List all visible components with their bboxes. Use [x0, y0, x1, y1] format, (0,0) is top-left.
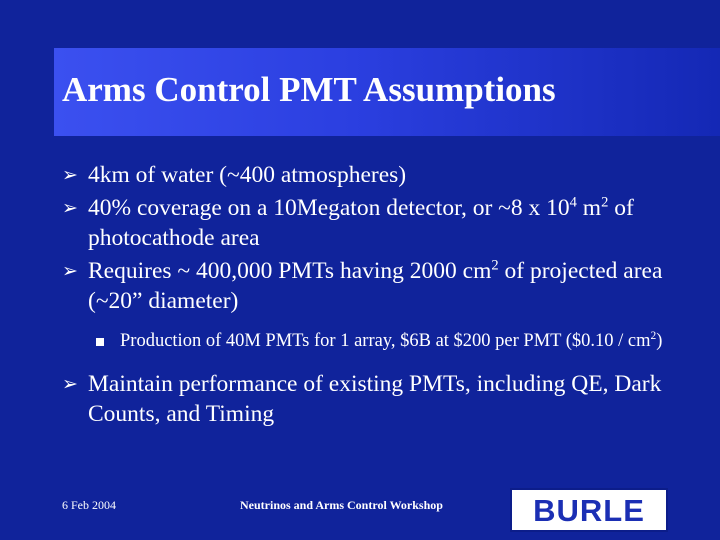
bullet-item [62, 369, 702, 429]
bullet-item [62, 256, 702, 316]
bullet-text: 40% coverage on a 10Megaton detector, or ~8 x 10 [88, 195, 570, 221]
burle-logo [510, 488, 668, 532]
slide-title: Arms Control PMT Assumptions [62, 70, 556, 109]
footer-title: Neutrinos and Arms Control Workshop [240, 498, 443, 512]
bullet-item [62, 193, 702, 253]
superscript: 2 [601, 194, 609, 211]
bullet-item [62, 160, 702, 190]
sub-bullet-item [62, 330, 702, 353]
arrow-bullet-icon: ➢ [62, 164, 78, 186]
bullet-text: of projected area (~20” diameter) [88, 258, 663, 314]
square-bullet-icon [96, 338, 104, 346]
arrow-bullet-icon: ➢ [62, 197, 78, 219]
bullet-text: m [576, 195, 602, 221]
arrow-bullet-icon: ➢ [62, 260, 78, 282]
arrow-bullet-icon: ➢ [62, 373, 78, 395]
bullet-text: of photocathode area [88, 195, 634, 251]
footer-date: 6 Feb 2004 [62, 498, 116, 512]
sub-bullet-text: Production of 40M PMTs for 1 array, $6B at $200 per PMT ($0.10 / cm [120, 331, 651, 351]
sub-bullet-text: ) [656, 331, 663, 351]
superscript: 2 [491, 257, 499, 274]
logo-text: BURLE [533, 492, 645, 528]
superscript: 4 [569, 194, 577, 211]
bullet-text: 4km of water (~400 atmospheres) [88, 162, 407, 188]
bullet-text: Maintain performance of existing PMTs, including QE, Dark Counts, and Timing [88, 371, 662, 427]
bullet-list [62, 160, 702, 432]
bullet-text: Requires ~ 400,000 PMTs having 2000 cm [88, 258, 492, 284]
superscript: 2 [650, 330, 657, 343]
